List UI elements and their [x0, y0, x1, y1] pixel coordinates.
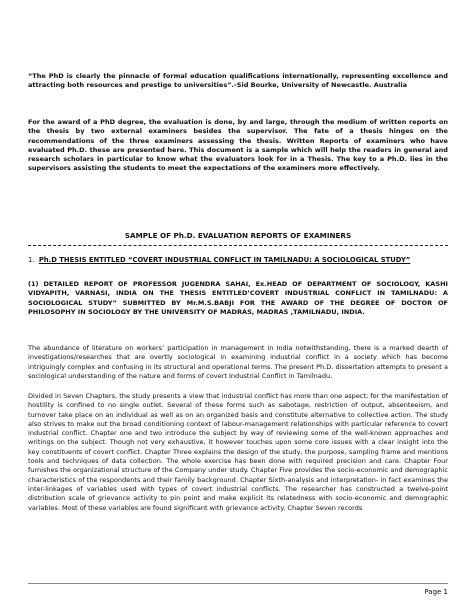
detailed-report-heading: (1) DETAILED REPORT OF PROFESSOR JUGENDRA SAHAI, Ex.HEAD OF DEPARTMENT OF SOCIOLOGY, KASHI VIDYAPITH, VARNASI, INDIA ON THE THESIS ENTITLED’COVERT INDUSTRIAL CONFLICT IN TAMILNADU: A SOCIOLOGICAL STUDY” SUBMITTED BY Mr.M.S.BABJI FOR THE AWARD OF THE DEGREE OF DOCTOR OF PHILOSOPHY IN SOCIOLOGY BY THE UNIVERSITY OF MADRAS, MADRAS ,TAMILNADU, INDIA. [28, 280, 448, 316]
opening-quote: “The PhD is clearly the pinnacle of formal education qualifications internationally, representing excellence and attracting both resources and prestige to universities”.-Sid Bourke, University of Newcastle. Australia [28, 72, 448, 90]
body-paragraph-2: Divided in Seven Chapters, the study presents a view that industrial conflict has more than one aspect; for the manifestation of hostility is confined to no single outlet. Several of these forms such as sabotage, restriction of output, absenteeism, and turnover take place on an individual as well as on an organized basis and constitute alternative to collective action. The study also strives to make out the broad conditioning context of labour-management relationships with particular reference to covert industrial conflict. Chapter one and two introduce the subject by way of reviewing some of the well-known approaches and writings on the subject. Though not very exhaustive, it however touches upon some core issues with a clear insight into the key constituents of covert conflict. Chapter Three explains the design of the study, the purpose, sampling frame and mentions tools and techniques of data collection. The whole exercise has been done with required precision and care. Chapter Four furnishes the organizational structure of the Company under study. Chapter Five provides the socio-economic and demographic characteristics of the respondents and their family background. Chapter Sixth-analysis and interpretation- in fact examines the inter-linkages of variables used with types of covert industrial conflicts. The researcher has constructed a twelve-point distribution scale of grievance activity to pin point and make explicit its relatedness with socio-economic and demographic variables. Most of these variables are found significant with grievance activity. Chapter Seven records [28, 392, 448, 512]
title-divider [28, 245, 448, 246]
footer-divider [28, 583, 448, 584]
section-heading [28, 256, 448, 265]
section-heading-text: Ph.D THESIS ENTITLED “COVERT INDUSTRIAL CONFLICT IN TAMILNADU: A SOCIOLOGICAL STUDY” [38, 256, 411, 264]
intro-paragraph: For the award of a PhD degree, the evaluation is done, by and large, through the medium of written reports on the thesis by two external examiners besides the supervisor. The fate of a thesis hinges on the recommendations of the three examiners assessing the thesis. Written Reports of examiners who have evaluated Ph.D. these are presented here. This document is a sample which will help the readers in general and research scholars in particular to know what the evaluators look for in a Thesis. The key to a Ph.D. lies in the supervisors assisting the students to meet the expectations of the examiners more effectively. [28, 118, 448, 173]
body-paragraph-1: The abundance of literature on workers’ participation in management in India notwithstanding, there is a marked dearth of investigations/researches that are overtly sociological in examining industrial conflict in a society which has become intriguingly complex and confusing in its structural and operational terms. The present Ph.D. dissertation attempts to present a sociological understanding of the nature and forms of covert Industrial Conflict in Tamilnadu. [28, 344, 448, 380]
document-title: SAMPLE OF Ph.D. EVALUATION REPORTS OF EXAMINERS [124, 231, 352, 240]
section-number: 1. [28, 256, 35, 264]
page-number: Page 1 [424, 588, 448, 596]
